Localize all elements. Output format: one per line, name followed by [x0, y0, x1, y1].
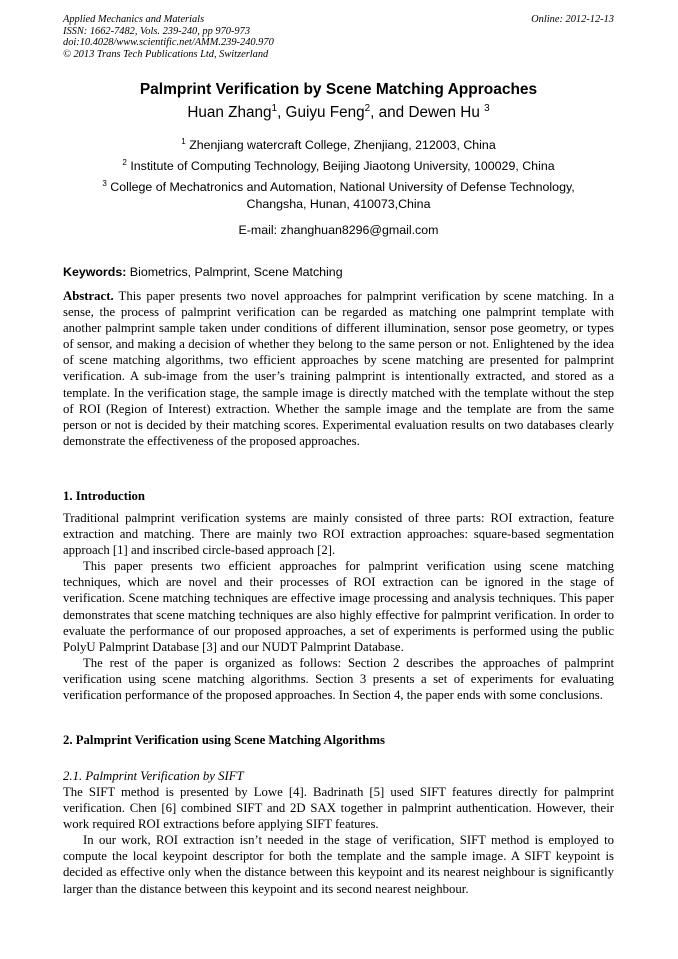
affiliation-3-line2: Changsha, Hunan, 410073,China	[246, 197, 431, 211]
affiliation-1-sup: 1	[181, 136, 186, 146]
section-2-1-paragraph-1: The SIFT method is presented by Lowe [4]. Badrinath [5] used SIFT features directly for palmprint verification. Chen [6] combined SIFT and 2D SAX together in palmprint authentication. However, their work required ROI extractions before applying SIFT features.	[63, 785, 614, 832]
journal-name: Applied Mechanics and Materials	[63, 14, 205, 25]
affiliation-1	[63, 137, 614, 154]
journal-meta	[63, 14, 274, 60]
abstract-text: This paper presents two novel approaches for palmprint verification by scene matching. In a sense, the process of palmprint verification can be regarded as matching one palmprint template with another palmprint sample taken under conditions of different illumination, sensor pose geometry, or types of sensor, and making a decision of whether they belong to the same person or not. Enlightened by the idea of scene matching algorithms, two efficient approaches by scene matching are presented for palmprint verification. A sub-image from the user’s training palmprint is intentionally extracted, and stored as a template. In the verification stage, the sample image is directly matched with the template without the step of ROI (Region of Interest) extraction. Whether the sample image and the template are from the same person or not is decided by their matching scores. Experimental evaluation results on two databases clearly demonstrate the effectiveness of the proposed approaches.	[63, 289, 614, 448]
section-2-1-heading: 2.1. Palmprint Verification by SIFT	[63, 769, 244, 783]
issn: ISSN: 1662-7482, Vols. 239-240, pp 970-973	[63, 25, 251, 37]
affiliation-3-text: College of Mechatronics and Automation, National University of Defense Technology,	[106, 180, 575, 194]
abstract	[63, 288, 614, 449]
affiliation-3	[63, 179, 614, 196]
doi: doi:10.4028/www.scientific.net/AMM.239-240.970	[63, 37, 274, 49]
affiliation-2-text: Institute of Computing Technology, Beijing Jiaotong University, 100029, China	[126, 159, 555, 173]
author-email: E-mail: zhanghuan8296@gmail.com	[238, 223, 439, 237]
affiliation-1-text: Zhenjiang watercraft College, Zhenjiang, 212003, China	[185, 138, 496, 152]
intro-paragraph-1: Traditional palmprint verification systems are mainly consisted of three parts: ROI extraction, feature extraction and matching. There are mainly two ROI extraction approaches: square-based segmentation approach [1] and inscribed circle-based approach [2].	[63, 511, 614, 558]
author-3-sup: 3	[484, 102, 490, 114]
author-3: , and Dewen Hu	[370, 104, 480, 121]
author-1: Huan Zhang	[187, 104, 272, 121]
keywords-text: Biometrics, Palmprint, Scene Matching	[126, 265, 343, 279]
keywords	[63, 264, 343, 280]
paper-title: Palmprint Verification by Scene Matching Approaches	[139, 81, 538, 98]
affiliation-2	[63, 158, 614, 175]
section-2-1-paragraph-2: In our work, ROI extraction isn’t needed in the stage of verification, SIFT method is employed to compute the local keypoint descriptor for both the template and the sample image. A SIFT keypoint is decided as effective only when the distance between this keypoint and its nearest neighbour is significantly larger than the distance between this keypoint and its second nearest neighbour.	[63, 833, 614, 896]
author-1-sup: 1	[271, 102, 278, 114]
author-2-sup: 2	[364, 102, 371, 114]
section-2-1-body	[63, 784, 614, 897]
author-2: , Guiyu Feng	[277, 104, 365, 121]
online-date: Online: 2012-12-13	[531, 14, 614, 25]
intro-paragraph-2: This paper presents two efficient approaches for palmprint verification using scene matching techniques, which are novel and their processes of ROI extraction can be ignored in the stage of verification. Scene matching techniques are effective image processing and analysis techniques. This paper demonstrates that scene matching techniques are also highly effective for palmprint verification. In order to evaluate the performance of our proposed approaches, a set of experiments is performed using the public PolyU Palmprint Database [3] and our NUDT Palmprint Database.	[63, 559, 614, 654]
copyright: © 2013 Trans Tech Publications Ltd, Switzerland	[63, 48, 269, 60]
author-list	[63, 103, 614, 122]
affiliation-2-sup: 2	[122, 157, 127, 167]
intro-paragraph-3: The rest of the paper is organized as follows: Section 2 describes the approaches of palmprint verification using scene matching algorithms. Section 3 presents a set of experiments for evaluating verification performance of the proposed approaches. In Section 4, the paper ends with some conclusions.	[63, 655, 614, 703]
affiliation-3-sup: 3	[102, 178, 107, 188]
section-2-heading: 2. Palmprint Verification using Scene Matching Algorithms	[63, 733, 385, 747]
keywords-label: Keywords:	[63, 265, 127, 279]
abstract-label: Abstract.	[63, 289, 114, 303]
intro-body	[63, 510, 614, 703]
intro-heading: 1. Introduction	[63, 489, 145, 503]
